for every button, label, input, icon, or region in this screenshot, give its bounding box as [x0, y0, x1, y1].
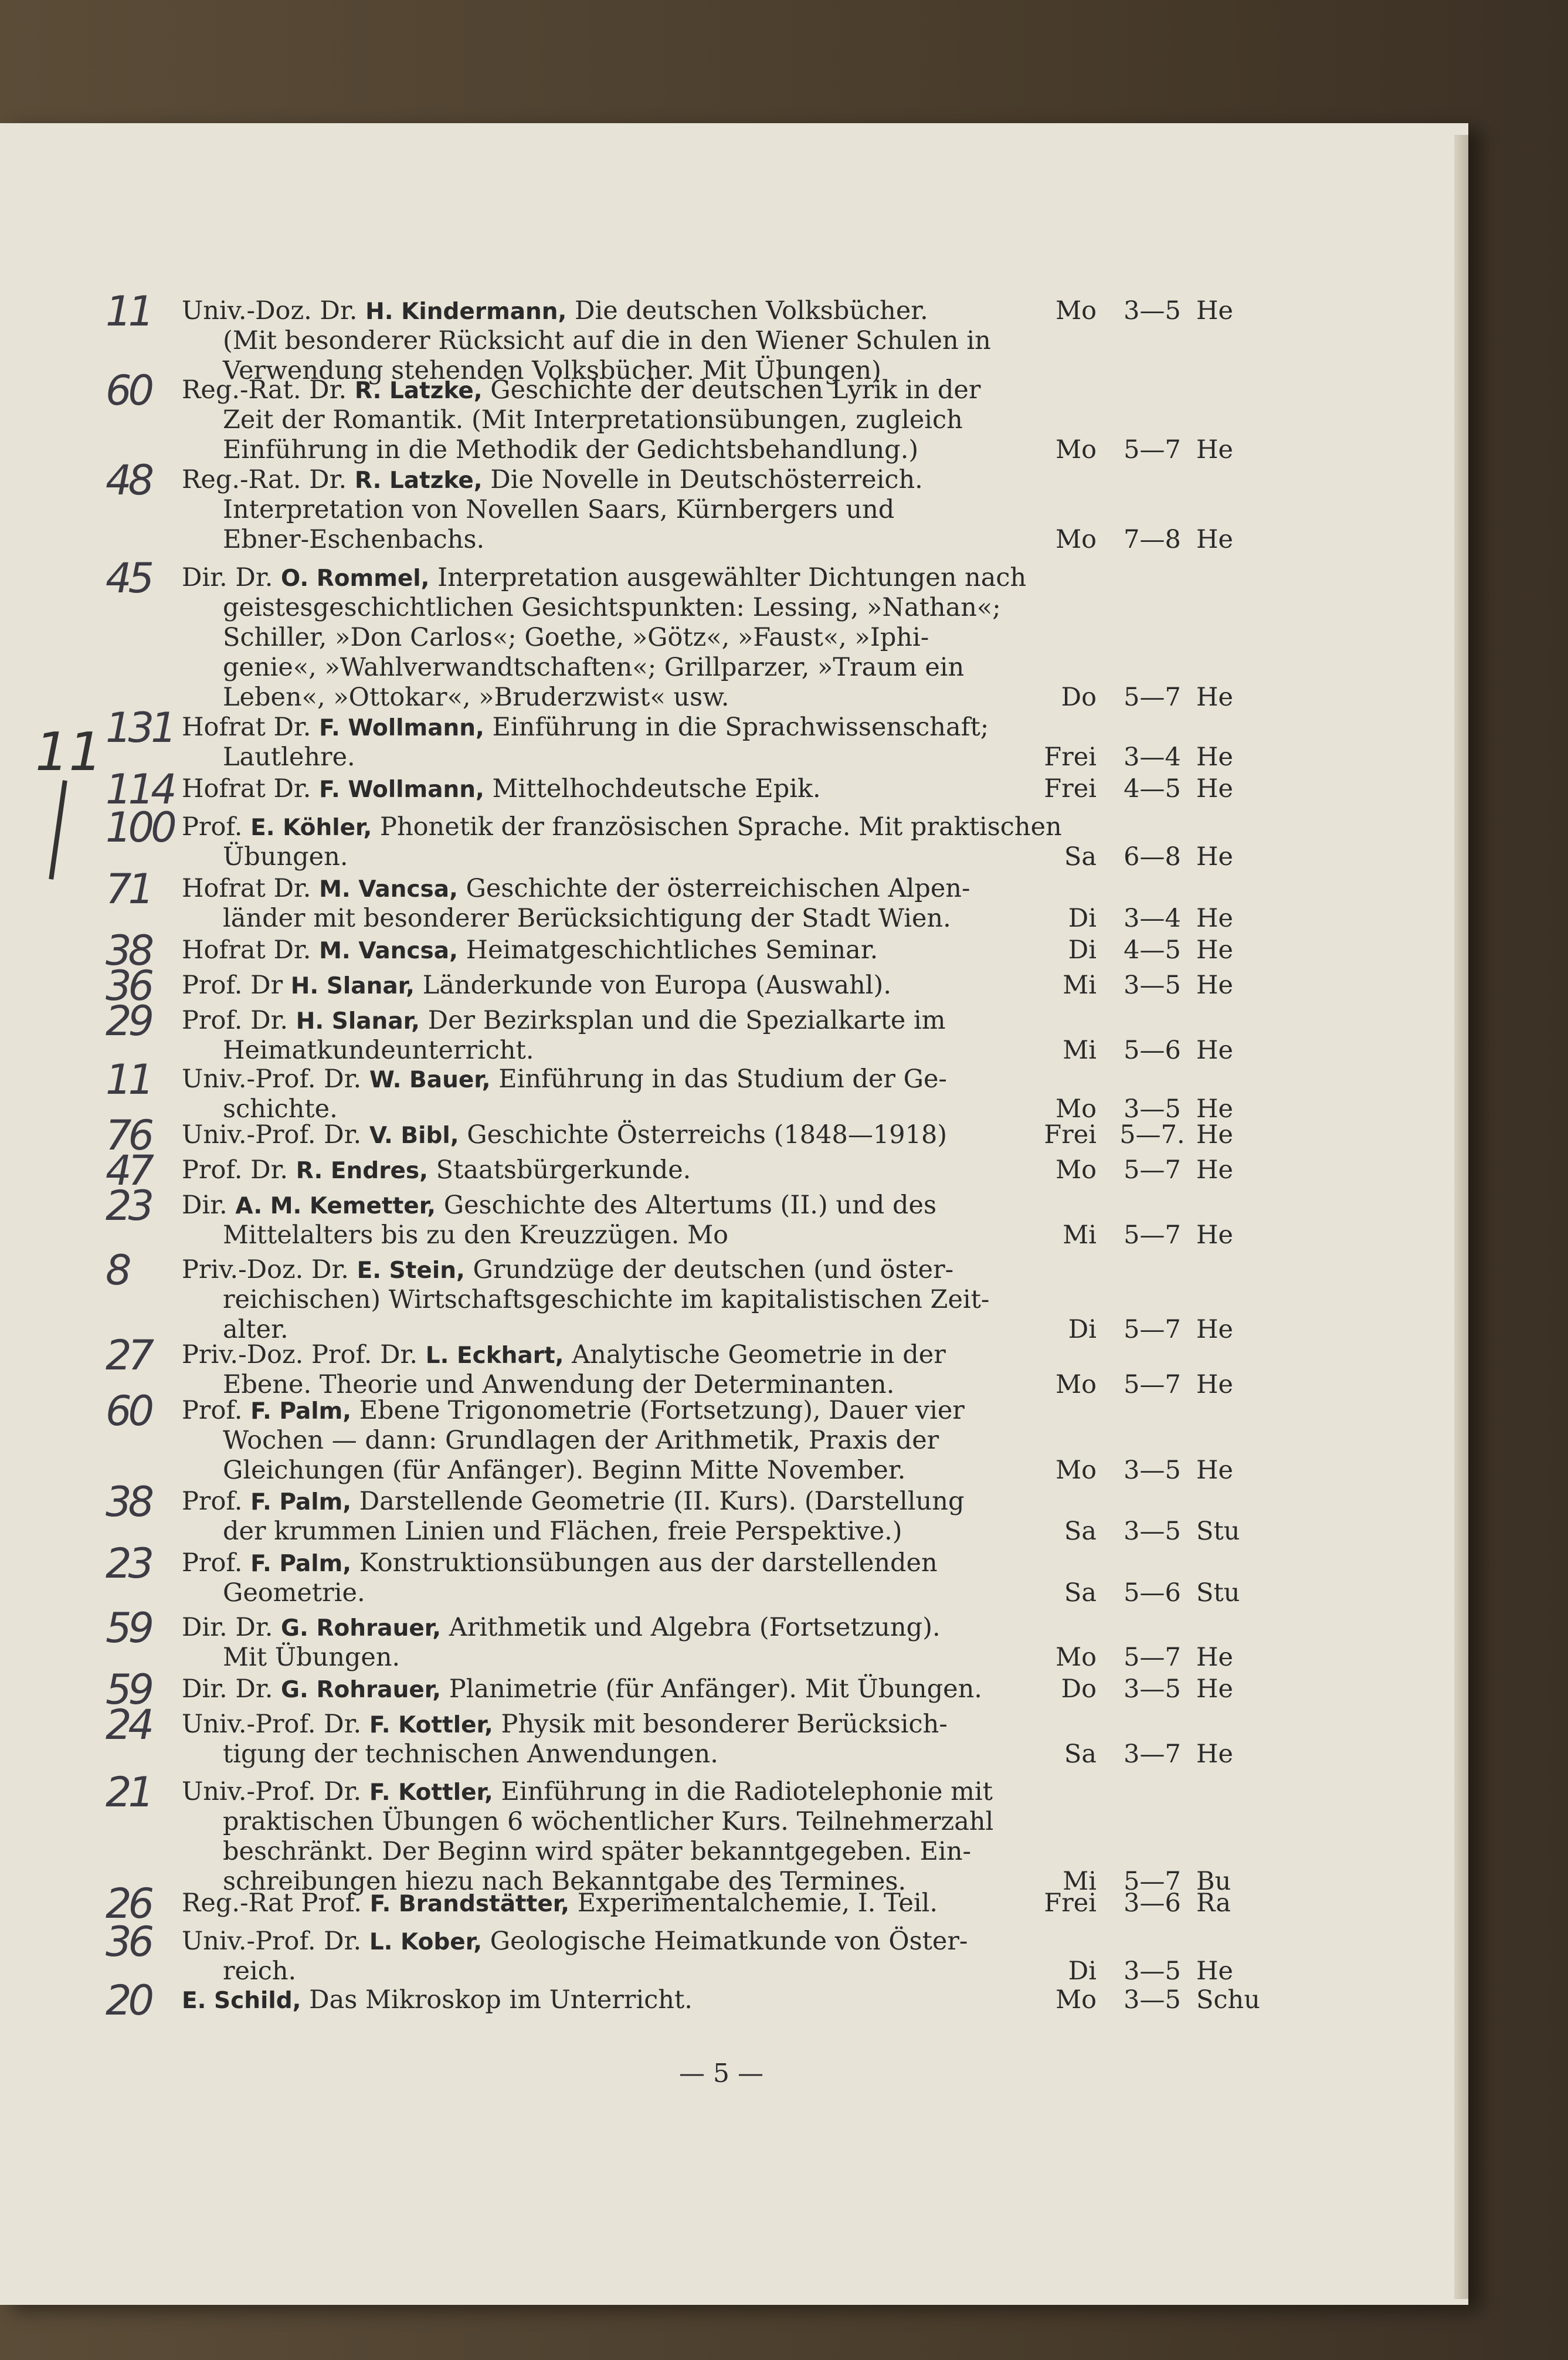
lecturer-title: Reg.-Rat Prof.: [182, 1888, 370, 1918]
course-title: Interpretation ausgewählter Dichtungen nach: [429, 563, 1027, 592]
time-slot: 3—5: [1124, 1985, 1181, 2015]
course-title: Heimatgeschichtliches Seminar.: [457, 935, 878, 965]
lecturer-title: Univ.-Prof. Dr.: [182, 1927, 369, 1956]
course-title: Geologische Heimatkunde von Öster-: [482, 1927, 968, 1956]
lecturer-title: Univ.-Prof. Dr.: [182, 1777, 369, 1806]
handwritten-number: 131: [106, 704, 174, 752]
time-slot: 5—7: [1124, 1867, 1181, 1896]
schedule: [1009, 1578, 1255, 1608]
time-slot: 5—7: [1124, 1643, 1181, 1672]
schedule: [1009, 525, 1255, 555]
schedule: [1009, 742, 1255, 772]
time-slot: 3—7: [1124, 1740, 1181, 1769]
weekday: Di: [1068, 904, 1097, 933]
course-title: Länderkunde von Europa (Auswahl).: [415, 971, 892, 1000]
lecturer-name: R. Latzke,: [354, 467, 483, 494]
course-description: [182, 1710, 1026, 1769]
course-description-line: Lautlehre.: [223, 742, 355, 772]
course-description: [182, 1548, 1026, 1608]
course-description-line: reichischen) Wirtschaftsgeschichte im kapitalistischen Zeit-: [223, 1285, 990, 1314]
time-slot: 3—5: [1124, 1456, 1181, 1485]
schedule: [1009, 1888, 1255, 1918]
margin-handwriting: 11: [35, 721, 103, 783]
weekday: Do: [1061, 683, 1097, 712]
handwritten-number: 114: [106, 765, 174, 813]
schedule: [1009, 1517, 1255, 1547]
course-title: Einführung in die Sprachwissenschaft;: [484, 713, 989, 742]
course-title: Staatsbürgerkunde.: [427, 1155, 691, 1185]
lecturer-name: G. Rohrauer,: [281, 1615, 442, 1642]
course-title: Geschichte der deutschen Lyrik in der: [482, 375, 981, 405]
course-description-line: schichte.: [223, 1094, 338, 1124]
room-code: He: [1196, 1120, 1233, 1150]
time-slot: 5—7: [1124, 435, 1181, 464]
course-description-line: Verwendung stehenden Volksbücher. Mit Übungen): [223, 356, 881, 385]
handwritten-number: 100: [106, 803, 174, 852]
lecturer-title: Prof.: [182, 1396, 251, 1425]
course-title: Das Mikroskop im Unterricht.: [301, 1985, 693, 2015]
room-code: Bu: [1196, 1867, 1231, 1896]
lecturer-title: Hofrat Dr.: [182, 713, 320, 742]
course-description-line: Mit Übungen.: [223, 1643, 401, 1672]
course-description: [182, 1613, 1026, 1673]
handwritten-number: 38: [106, 927, 151, 975]
lecturer-title: Prof. Dr.: [182, 1155, 296, 1185]
handwritten-number: 71: [106, 865, 151, 913]
weekday: Mi: [1063, 971, 1097, 1000]
room-code: He: [1196, 1456, 1233, 1485]
weekday: Mo: [1055, 1643, 1097, 1672]
handwritten-number: 76: [106, 1111, 151, 1159]
time-slot: 5—7: [1124, 1315, 1181, 1344]
lecturer-title: Dir. Dr.: [182, 1674, 281, 1704]
room-code: He: [1196, 296, 1233, 325]
weekday: Sa: [1064, 842, 1097, 872]
lecturer-title: Hofrat Dr.: [182, 774, 320, 803]
weekday: Mo: [1055, 1094, 1097, 1124]
time-slot: 5—7: [1124, 1370, 1181, 1399]
course-description-line: Einführung in die Methodik der Gedichtsbehandlung.): [223, 435, 919, 464]
course-description-line: Übungen.: [223, 842, 348, 872]
course-description: [182, 1340, 1026, 1400]
lecturer-name: V. Bibl,: [369, 1123, 459, 1149]
course-description: [182, 774, 1026, 804]
handwritten-number: 36: [106, 962, 151, 1010]
lecturer-title: Prof.: [182, 1548, 251, 1578]
course-description: [182, 1006, 1026, 1066]
course-description: [182, 713, 1026, 772]
schedule: [1009, 1674, 1255, 1704]
room-code: He: [1196, 935, 1233, 965]
course-description-line: reich.: [223, 1957, 297, 1986]
schedule: [1009, 774, 1255, 804]
schedule: [1009, 842, 1255, 872]
handwritten-number: 29: [106, 997, 151, 1045]
course-description: [182, 1255, 1026, 1345]
schedule: [1009, 971, 1255, 1001]
lecturer-title: Reg.-Rat. Dr.: [182, 375, 355, 405]
time-slot: 6—8: [1124, 842, 1181, 872]
weekday: Frei: [1044, 1888, 1097, 1918]
schedule: [1009, 1456, 1255, 1486]
weekday: Frei: [1044, 1120, 1097, 1150]
room-code: He: [1196, 1643, 1233, 1672]
course-description-line: Gleichungen (für Anfänger). Beginn Mitte November.: [223, 1456, 906, 1485]
course-description: [182, 1396, 1026, 1486]
course-description-line: Leben«, »Ottokar«, »Bruderzwist« usw.: [223, 683, 729, 712]
course-description: [182, 1155, 1026, 1185]
course-description: [182, 874, 1026, 934]
course-description-line: Schiller, »Don Carlos«; Goethe, »Götz«, »Faust«, »Iphi-: [223, 623, 929, 652]
weekday: Do: [1061, 1674, 1097, 1704]
lecturer-name: F. Wollmann,: [319, 715, 484, 741]
schedule: [1009, 1740, 1255, 1769]
lecturer-title: Prof. Dr.: [182, 1006, 296, 1035]
course-title: Geschichte des Altertums (II.) und des: [436, 1191, 937, 1220]
handwritten-number: 20: [106, 1976, 151, 2025]
handwritten-number: 11: [106, 1056, 151, 1104]
handwritten-number: 8: [106, 1246, 128, 1294]
lecturer-name: W. Bauer,: [369, 1067, 491, 1093]
course-description-line: Wochen — dann: Grundlagen der Arithmetik, Praxis der: [223, 1426, 939, 1455]
lecturer-name: M. Vancsa,: [319, 876, 458, 903]
weekday: Sa: [1064, 1740, 1097, 1769]
room-code: He: [1196, 774, 1233, 803]
weekday: Frei: [1044, 774, 1097, 803]
course-description-line: Interpretation von Novellen Saars, Kürnbergers und: [223, 495, 895, 524]
time-slot: 7—8: [1124, 525, 1181, 554]
weekday: Mi: [1063, 1867, 1097, 1896]
course-title: Analytische Geometrie in der: [564, 1340, 946, 1369]
course-description-line: (Mit besonderer Rücksicht auf die in den Wiener Schulen in: [223, 326, 991, 355]
course-description: [182, 1777, 1026, 1897]
lecturer-title: Priv.-Doz. Prof. Dr.: [182, 1340, 426, 1369]
course-title: Einführung in die Radiotelephonie mit: [493, 1777, 993, 1806]
course-description: [182, 296, 1026, 386]
time-slot: 4—5: [1124, 774, 1181, 803]
lecturer-name: R. Latzke,: [354, 378, 483, 404]
course-description-line: beschränkt. Der Beginn wird später bekanntgegeben. Ein-: [223, 1837, 972, 1866]
weekday: Mo: [1055, 1370, 1097, 1399]
lecturer-name: F. Palm,: [250, 1489, 352, 1515]
lecturer-title: Hofrat Dr.: [182, 935, 320, 965]
room-code: He: [1196, 435, 1233, 464]
handwritten-number: 36: [106, 1918, 151, 1966]
room-code: He: [1196, 1155, 1233, 1185]
weekday: Sa: [1064, 1517, 1097, 1546]
room-code: He: [1196, 904, 1233, 933]
lecturer-title: Reg.-Rat. Dr.: [182, 465, 355, 494]
handwritten-number: 24: [106, 1701, 151, 1749]
course-title: Experimentalchemie, I. Teil.: [569, 1888, 938, 1918]
lecturer-name: R. Endres,: [296, 1158, 428, 1184]
time-slot: 3—5: [1124, 296, 1181, 325]
weekday: Mo: [1055, 1985, 1097, 2015]
course-description-line: schreibungen hiezu nach Bekanntgabe des Termines.: [223, 1867, 907, 1896]
room-code: He: [1196, 842, 1233, 872]
weekday: Mo: [1055, 435, 1097, 464]
lecturer-title: Priv.-Doz. Dr.: [182, 1255, 357, 1284]
lecturer-title: Univ.-Prof. Dr.: [182, 1064, 369, 1094]
time-slot: 5—7: [1124, 1155, 1181, 1185]
lecturer-name: O. Rommel,: [281, 565, 430, 592]
course-description: [182, 971, 1026, 1001]
room-code: Stu: [1196, 1578, 1240, 1608]
course-description: [182, 563, 1026, 713]
course-description: [182, 1674, 1026, 1704]
course-description-line: tigung der technischen Anwendungen.: [223, 1740, 718, 1769]
course-title: Grundzüge der deutschen (und öster-: [464, 1255, 954, 1284]
schedule: [1009, 1220, 1255, 1250]
schedule: [1009, 1370, 1255, 1400]
time-slot: 3—5: [1124, 1674, 1181, 1704]
weekday: Mi: [1063, 1220, 1097, 1250]
weekday: Di: [1068, 1957, 1097, 1986]
schedule: [1009, 1957, 1255, 1986]
time-slot: 5—7: [1124, 1220, 1181, 1250]
page-edge: [1454, 135, 1468, 2299]
course-description-line: genie«, »Wahlverwandtschaften«; Grillparzer, »Traum ein: [223, 653, 965, 682]
course-title: Mittelhochdeutsche Epik.: [484, 774, 821, 803]
room-code: He: [1196, 1094, 1233, 1124]
course-description: [182, 1120, 1026, 1150]
time-slot: 3—5: [1124, 1957, 1181, 1986]
weekday: Di: [1068, 1315, 1097, 1344]
course-description-line: Heimatkundeunterricht.: [223, 1036, 534, 1065]
lecturer-title: Dir. Dr.: [182, 563, 281, 592]
handwritten-number: 38: [106, 1478, 151, 1526]
handwritten-number: 48: [106, 456, 151, 504]
lecturer-name: L. Kober,: [369, 1929, 483, 1955]
lecturer-title: Univ.-Prof. Dr.: [182, 1710, 369, 1739]
lecturer-name: L. Eckhart,: [425, 1342, 564, 1369]
course-description: [182, 1985, 1026, 2015]
lecturer-title: Univ.-Doz. Dr.: [182, 296, 366, 325]
schedule: [1009, 1315, 1255, 1345]
time-slot: 3—4: [1124, 904, 1181, 933]
weekday: Di: [1068, 935, 1097, 965]
course-description-line: länder mit besonderer Berücksichtigung der Stadt Wien.: [223, 904, 951, 933]
handwritten-number: 11: [106, 287, 151, 335]
room-code: He: [1196, 1740, 1233, 1769]
handwritten-number: 60: [106, 367, 151, 415]
course-description: [182, 1191, 1026, 1250]
time-slot: 3—5: [1124, 971, 1181, 1000]
lecturer-name: H. Slanar,: [290, 973, 415, 999]
course-title: Darstellende Geometrie (II. Kurs). (Darstellung: [351, 1487, 965, 1516]
page-number: — 5 —: [679, 2059, 763, 2088]
course-title: Einführung in das Studium der Ge-: [490, 1064, 947, 1094]
course-description-line: Zeit der Romantik. (Mit Interpretationsübungen, zugleich: [223, 405, 963, 435]
time-slot: 5—6: [1124, 1036, 1181, 1065]
course-description-line: Mittelalters bis zu den Kreuzzügen. Mo: [223, 1220, 729, 1250]
handwritten-number: 26: [106, 1880, 151, 1928]
handwritten-number: 21: [106, 1768, 151, 1816]
lecturer-name: A. M. Kemetter,: [235, 1193, 436, 1219]
course-description-line: Ebner-Eschenbachs.: [223, 525, 485, 554]
room-code: He: [1196, 742, 1233, 772]
schedule: [1009, 1985, 1260, 2015]
lecturer-name: F. Brandstätter,: [369, 1891, 570, 1917]
weekday: Mo: [1055, 1155, 1097, 1185]
room-code: He: [1196, 971, 1233, 1000]
lecturer-title: Univ.-Prof. Dr.: [182, 1120, 369, 1150]
time-slot: 3—4: [1124, 742, 1181, 772]
course-description: [182, 935, 1026, 965]
handwritten-number: 23: [106, 1182, 151, 1230]
lecturer-title: Prof. Dr: [182, 971, 291, 1000]
course-title: Arithmetik und Algebra (Fortsetzung).: [441, 1613, 941, 1642]
schedule: [1009, 1120, 1255, 1150]
course-title: Die Novelle in Deutschösterreich.: [482, 465, 923, 494]
course-description-line: alter.: [223, 1315, 289, 1344]
course-description: [182, 1487, 1026, 1547]
room-code: Ra: [1196, 1888, 1231, 1918]
room-code: He: [1196, 1674, 1233, 1704]
room-code: He: [1196, 1370, 1233, 1399]
schedule: [1009, 683, 1255, 713]
lecturer-title: Prof.: [182, 1487, 251, 1516]
time-slot: 3—5: [1124, 1517, 1181, 1546]
room-code: He: [1196, 683, 1233, 712]
lecturer-name: F. Palm,: [250, 1551, 352, 1577]
lecturer-name: E. Köhler,: [250, 815, 372, 841]
lecturer-name: G. Rohrauer,: [281, 1677, 442, 1703]
weekday: Mo: [1055, 1456, 1097, 1485]
lecturer-name: F. Wollmann,: [319, 777, 484, 803]
weekday: Mi: [1063, 1036, 1097, 1065]
time-slot: 3—5: [1124, 1094, 1181, 1124]
lecturer-name: M. Vancsa,: [319, 938, 458, 964]
lecturer-name: F. Kottler,: [369, 1712, 493, 1738]
lecturer-name: F. Palm,: [250, 1398, 352, 1425]
time-slot: 5—6: [1124, 1578, 1181, 1608]
time-slot: 5—7.: [1119, 1120, 1185, 1150]
course-title: Konstruktionsübungen aus der darstellenden: [351, 1548, 938, 1578]
handwritten-number: 47: [106, 1147, 151, 1195]
course-title: Der Bezirksplan und die Spezialkarte im: [419, 1006, 946, 1035]
handwritten-number: 23: [106, 1540, 151, 1588]
room-code: He: [1196, 1957, 1233, 1986]
handwritten-number: 59: [106, 1604, 151, 1652]
weekday: Mo: [1055, 296, 1097, 325]
course-description: [182, 1888, 1026, 1918]
course-title: Ebene Trigonometrie (Fortsetzung), Dauer vier: [351, 1396, 965, 1425]
weekday: Mo: [1055, 525, 1097, 554]
schedule: [1009, 904, 1255, 934]
course-title: Phonetik der französischen Sprache. Mit praktischen: [372, 812, 1062, 842]
course-title: Planimetrie (für Anfänger). Mit Übungen.: [441, 1674, 982, 1704]
course-description: [182, 465, 1026, 555]
lecturer-name: E. Stein,: [357, 1257, 465, 1284]
schedule: [1009, 1643, 1255, 1673]
course-title: Geschichte Österreichs (1848—1918): [459, 1120, 948, 1150]
course-description-line: der krummen Linien und Flächen, freie Perspektive.): [223, 1517, 902, 1546]
lecturer-title: Dir. Dr.: [182, 1613, 281, 1642]
course-description: [182, 812, 1062, 872]
course-description: [182, 1064, 1026, 1124]
schedule: [1009, 1155, 1255, 1185]
room-code: He: [1196, 525, 1233, 554]
room-code: Schu: [1196, 1985, 1260, 2015]
course-description-line: geistesgeschichtlichen Gesichtspunkten: Lessing, »Nathan«;: [223, 593, 1001, 622]
handwritten-number: 59: [106, 1666, 151, 1714]
course-description-line: Geometrie.: [223, 1578, 365, 1608]
room-code: He: [1196, 1315, 1233, 1344]
handwritten-number: 45: [106, 554, 151, 602]
course-title: Geschichte der österreichischen Alpen-: [457, 874, 970, 903]
weekday: Frei: [1044, 742, 1097, 772]
lecturer-title: Dir.: [182, 1191, 236, 1220]
course-description: [182, 1927, 1026, 1986]
handwritten-number: 60: [106, 1387, 151, 1435]
schedule: [1009, 1036, 1255, 1066]
time-slot: 4—5: [1124, 935, 1181, 965]
course-description: [182, 375, 1026, 465]
course-title: Physik mit besonderer Berücksich-: [493, 1710, 948, 1739]
lecturer-name: H. Kindermann,: [365, 299, 567, 325]
room-code: Stu: [1196, 1517, 1240, 1546]
lecturer-name: H. Slanar,: [296, 1008, 420, 1035]
weekday: Sa: [1064, 1578, 1097, 1608]
lecturer-title: Prof.: [182, 812, 251, 842]
schedule: [1009, 296, 1255, 326]
schedule: [1009, 935, 1255, 965]
time-slot: 3—6: [1124, 1888, 1181, 1918]
schedule: [1009, 435, 1255, 465]
course-description-line: Ebene. Theorie und Anwendung der Determinanten.: [223, 1370, 895, 1399]
course-description-line: praktischen Übungen 6 wöchentlicher Kurs. Teilnehmerzahl: [223, 1807, 994, 1836]
room-code: He: [1196, 1220, 1233, 1250]
course-title: Die deutschen Volksbücher.: [566, 296, 928, 325]
room-code: He: [1196, 1036, 1233, 1065]
lecturer-name: E. Schild,: [182, 1988, 301, 2014]
time-slot: 5—7: [1124, 683, 1181, 712]
handwritten-number: 27: [106, 1331, 151, 1379]
lecturer-title: Hofrat Dr.: [182, 874, 320, 903]
lecturer-name: F. Kottler,: [369, 1779, 493, 1806]
